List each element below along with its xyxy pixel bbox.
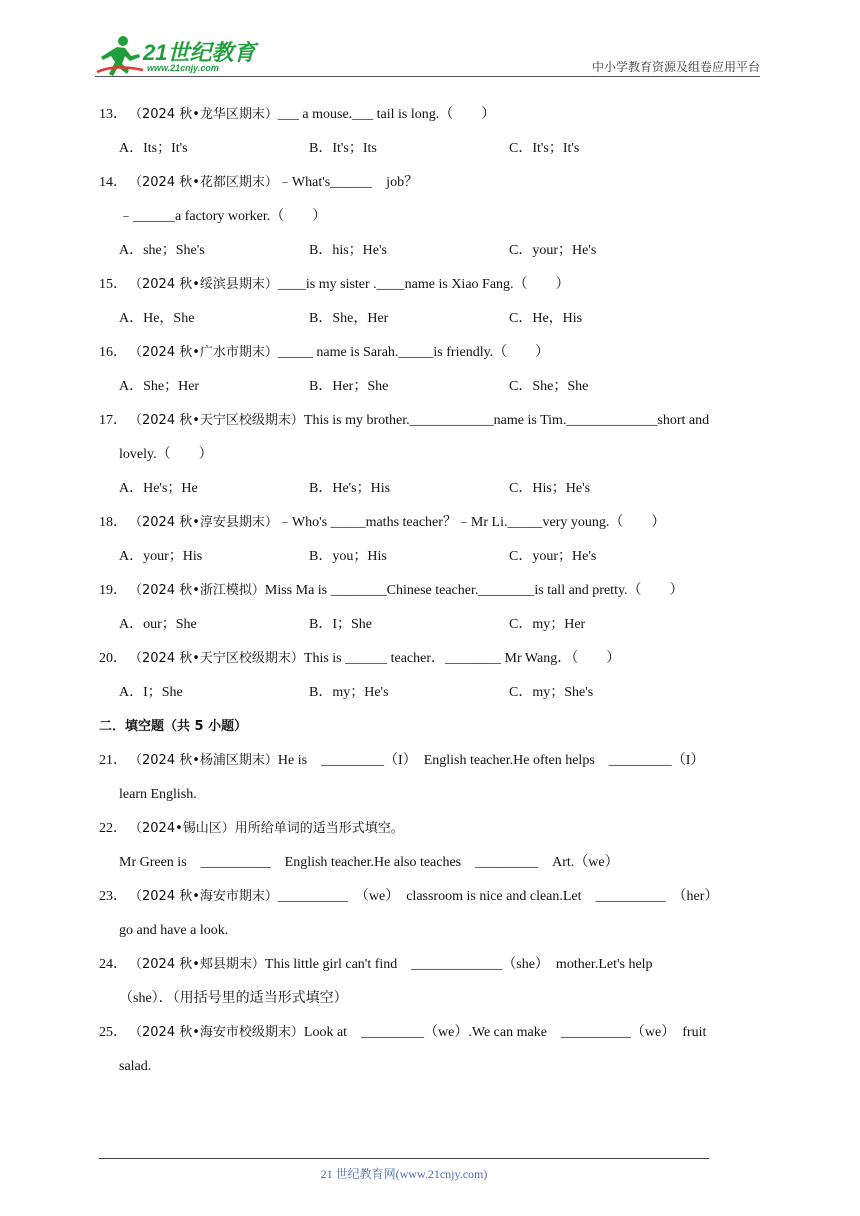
logo: [95, 34, 265, 78]
question-source: （2024 秋•杨浦区期末）: [129, 753, 278, 768]
question-list: [99, 98, 764, 1084]
option-c: C．His；He's: [509, 481, 591, 496]
question-continuation: lovely.（ ）: [119, 447, 213, 462]
question-number: 19．: [99, 583, 127, 598]
question-18: [99, 506, 764, 540]
question-text: ___ a mouse.___ tail is long.（ ）: [277, 107, 496, 122]
option-a: A．I；She: [119, 685, 183, 700]
runner-logo-icon: [95, 34, 145, 78]
question-number: 18．: [99, 515, 127, 530]
question-number: 13．: [99, 107, 127, 122]
question-continuation: ﹣______a factory worker.（ ）: [119, 209, 327, 224]
question-source: （2024 秋•天宁区校级期末）: [129, 651, 304, 666]
option-c: C．It's；It's: [509, 141, 580, 156]
option-c: C．your；He's: [509, 549, 597, 564]
question-15: [99, 268, 764, 302]
question-21: [99, 744, 764, 778]
question-source: （2024 秋•广水市期末）: [129, 345, 278, 360]
options-18: [99, 540, 764, 574]
question-text: This little girl can't find _____________（she） mother.Let's help: [264, 957, 653, 972]
platform-title: 中小学教育资源及组卷应用平台: [591, 60, 760, 74]
question-text: Look at _________（we）.We can make __________（we） fruit: [303, 1025, 707, 1040]
question-number: 23．: [99, 889, 127, 904]
option-a: A．She；Her: [119, 379, 200, 394]
option-b: B．his；He's: [309, 243, 387, 258]
question-19: [99, 574, 764, 608]
question-text: This is ______ teacher．________ Mr Wang．（ ）: [303, 651, 621, 666]
question-source: （2024 秋•海安市校级期末）: [129, 1025, 304, 1040]
footer-text[interactable]: 21 世纪教育网(www.21cnjy.com): [320, 1167, 488, 1181]
question-text: He is _________（I） English teacher.He often helps _________（I）: [277, 753, 705, 768]
question-text: Miss Ma is ________Chinese teacher.________is tall and pretty.（ ）: [264, 583, 684, 598]
options-16: [99, 370, 764, 404]
question-text: ____is my sister .____name is Xiao Fang.（ ）: [277, 277, 570, 292]
page-footer: [99, 1158, 709, 1182]
option-b: B．She，Her: [309, 311, 389, 326]
question-number: 14．: [99, 175, 127, 190]
question-source: （2024 秋•郏县期末）: [129, 957, 265, 972]
option-a: A．your；His: [119, 549, 203, 564]
question-text: ﹣Who's _____maths teacher？﹣Mr Li._____very young.（ ）: [277, 515, 666, 530]
question-13: [99, 98, 764, 132]
option-b: B．you；His: [309, 549, 387, 564]
question-text: This is my brother.____________name is Tim._____________short and: [303, 413, 710, 428]
option-a: A．she；She's: [119, 243, 205, 258]
question-continuation: Mr Green is __________ English teacher.He also teaches _________ Art.（we）: [119, 855, 619, 870]
question-continuation: salad.: [119, 1059, 152, 1074]
question-source: （2024•锡山区）: [129, 821, 235, 836]
question-source: （2024 秋•浙江模拟）: [129, 583, 265, 598]
question-14: [99, 166, 764, 200]
section-title: 二．填空题（共 5 小题）: [99, 719, 248, 734]
option-b: B．my；He's: [309, 685, 389, 700]
question-number: 24．: [99, 957, 127, 972]
question-source: （2024 秋•海安市期末）: [129, 889, 278, 904]
option-a: A．our；She: [119, 617, 197, 632]
page-header: [95, 30, 760, 78]
question-20: [99, 642, 764, 676]
question-number: 22．: [99, 821, 127, 836]
options-19: [99, 608, 764, 642]
option-c: C．my；She's: [509, 685, 594, 700]
brand-name: 21世纪教育: [143, 40, 256, 65]
options-13: [99, 132, 764, 166]
option-a: A．He's；He: [119, 481, 198, 496]
question-source: （2024 秋•花都区期末）: [129, 175, 278, 190]
question-number: 25．: [99, 1025, 127, 1040]
question-source: （2024 秋•淳安县期末）: [129, 515, 278, 530]
question-number: 15．: [99, 277, 127, 292]
option-c: C．your；He's: [509, 243, 597, 258]
footer-divider: [99, 1158, 709, 1159]
question-22: [99, 812, 764, 846]
question-number: 21．: [99, 753, 127, 768]
brand-url: www.21cnjy.com: [147, 63, 219, 73]
question-16: [99, 336, 764, 370]
options-17: [99, 472, 764, 506]
question-number: 20．: [99, 651, 127, 666]
option-c: C．She；She: [509, 379, 589, 394]
option-b: B．Her；She: [309, 379, 389, 394]
question-17: [99, 404, 764, 438]
question-text: __________ （we） classroom is nice and clean.Let __________ （her）: [277, 889, 719, 904]
option-a: A．He，She: [119, 311, 195, 326]
question-source: （2024 秋•龙华区期末）: [129, 107, 278, 122]
options-14: [99, 234, 764, 268]
option-c: C．He，His: [509, 311, 583, 326]
question-25: [99, 1016, 764, 1050]
question-source: （2024 秋•绥滨县期末）: [129, 277, 278, 292]
question-text: ﹣What's______ job？: [277, 175, 419, 190]
question-source: （2024 秋•天宁区校级期末）: [129, 413, 304, 428]
question-24: [99, 948, 764, 982]
question-number: 17．: [99, 413, 127, 428]
question-continuation: go and have a look.: [119, 923, 229, 938]
option-c: C．my；Her: [509, 617, 586, 632]
question-continuation: learn English.: [119, 787, 197, 802]
option-a: A．Its；It's: [119, 141, 188, 156]
question-text: _____ name is Sarah._____is friendly.（ ）: [277, 345, 550, 360]
question-number: 16．: [99, 345, 127, 360]
question-23: [99, 880, 764, 914]
option-b: B．I；She: [309, 617, 372, 632]
question-continuation: （she）．（用括号里的适当形式填空）: [119, 991, 348, 1006]
option-b: B．It's；Its: [309, 141, 377, 156]
options-15: [99, 302, 764, 336]
question-text: 用所给单词的适当形式填空。: [234, 821, 404, 836]
option-b: B．He's；His: [309, 481, 391, 496]
options-20: [99, 676, 764, 710]
header-divider: [95, 76, 760, 77]
